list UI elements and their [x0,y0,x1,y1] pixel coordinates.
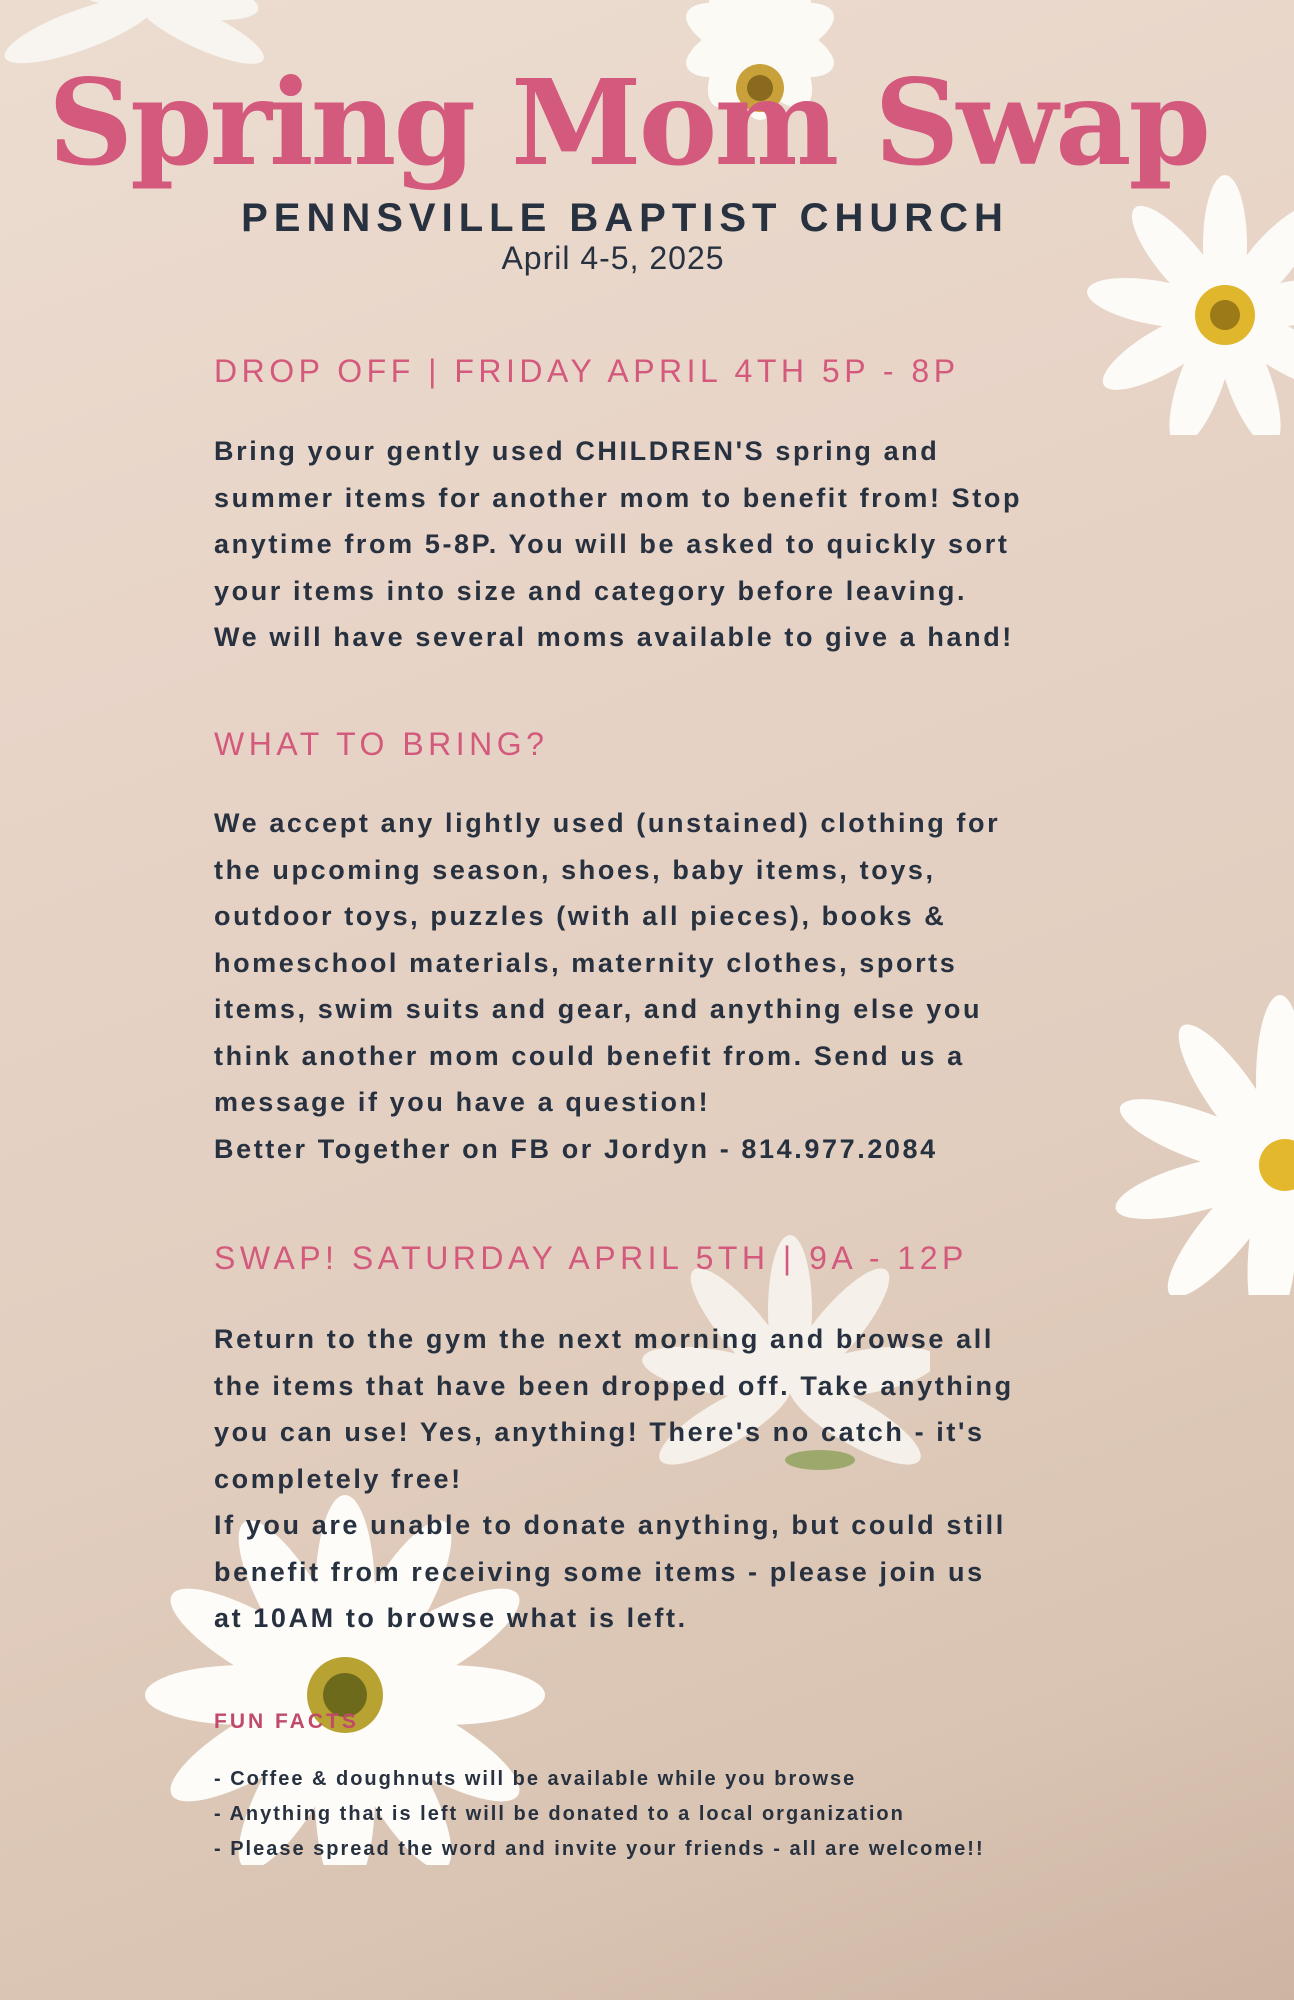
body-line: anytime from 5-8P. You will be asked to quickly sort [214,529,1010,559]
body-line: message if you have a question! [214,1087,711,1117]
fun-fact-item: - Please spread the word and invite your friends - all are welcome!! [214,1838,985,1860]
church-name: PENNSVILLE BAPTIST CHURCH [241,196,1009,240]
body-line: We accept any lightly used (unstained) clothing for [214,808,1001,838]
fun-facts-heading: FUN FACTS [214,1710,359,1733]
body-line: homeschool materials, maternity clothes, sports [214,947,958,978]
body-line: We will have several moms available to give a hand! [214,622,1014,652]
body-line: you can use! Yes, anything! There's no catch - it's [214,1417,985,1447]
body-line: If you are unable to donate anything, but could still [214,1510,1006,1540]
section-body-swap [214,1316,1114,1642]
event-date: April 4-5, 2025 [501,240,725,276]
body-line: the items that have been dropped off. Take anything [214,1370,1014,1401]
body-line: benefit from receiving some items - please join us [214,1556,985,1587]
body-line: think another mom could benefit from. Send us a [214,1040,965,1071]
contact-line: Better Together on FB or Jordyn - 814.977.2084 [214,1133,938,1164]
body-line: Bring your gently used CHILDREN'S spring and [214,436,940,466]
fun-facts-list [214,1762,985,1867]
body-line: summer items for another mom to benefit from! Stop [214,482,1023,513]
section-heading-what-to-bring: WHAT TO BRING? [214,726,549,762]
body-line: at 10AM to browse what is left. [214,1603,688,1633]
section-heading-swap: SWAP! SATURDAY APRIL 5TH | 9A - 12P [214,1240,968,1276]
body-line: your items into size and category before leaving. [214,575,968,606]
section-heading-drop-off: DROP OFF | FRIDAY APRIL 4TH 5P - 8P [214,353,960,389]
section-body-what-to-bring [214,800,1114,1172]
event-title: Spring Mom Swap [47,53,1209,192]
body-line: items, swim suits and gear, and anything else you [214,994,983,1024]
body-line: completely free! [214,1463,463,1494]
fun-fact-item: - Coffee & doughnuts will be available while you browse [214,1768,857,1790]
body-line: outdoor toys, puzzles (with all pieces), books & [214,901,947,931]
section-body-drop-off [214,428,1114,661]
body-line: the upcoming season, shoes, baby items, toys, [214,854,936,885]
body-line: Return to the gym the next morning and browse all [214,1324,994,1354]
fun-fact-item: - Anything that is left will be donated to a local organization [214,1803,905,1825]
